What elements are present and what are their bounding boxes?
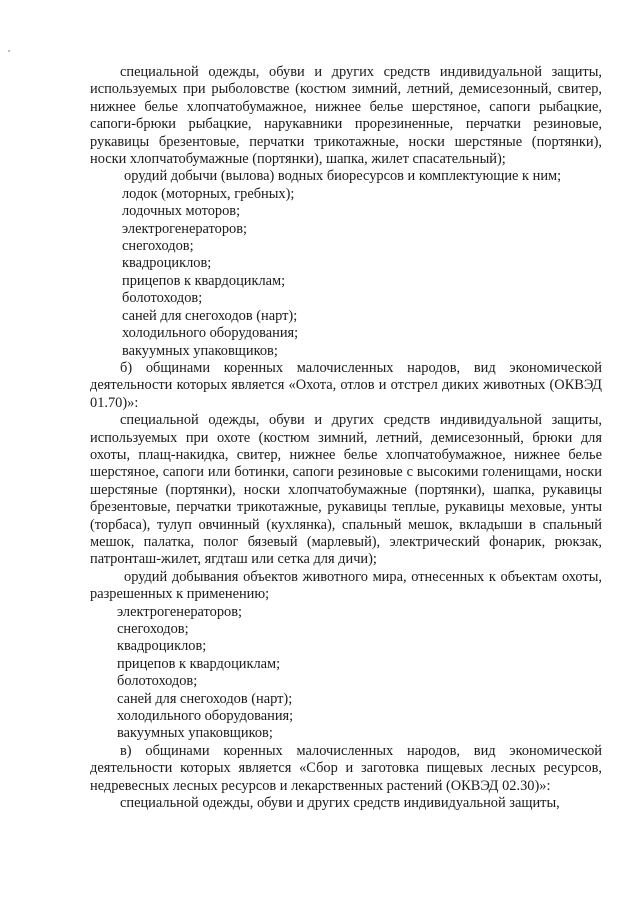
list-item: электрогенераторов; bbox=[117, 603, 243, 620]
list-item: квадроциклов; bbox=[117, 638, 207, 655]
paragraph-fishing-clothing: специальной одежды, обуви и других средств индивидуальной защиты, используемых при рыболовстве (костюм зимний, летний, демисезонный, свитер, нижнее белье хлопчатобумажное, нижнее белье шерстяное, сапоги рыбацкие, сапоги-брюки рыбацкие, нарукавники прорезиненные, перчатки резиновые, рукавицы брезентовые, перчатки трикотажные, носки шерстяные (портянки), носки хлопчатобумажные (портянки), шапка, жилет спасательный); bbox=[90, 64, 602, 168]
list-item: вакуумных упаковщиков; bbox=[117, 725, 273, 742]
paragraph-hunting-clothing: специальной одежды, обуви и других средств индивидуальной защиты, используемых при охоте (костюм зимний, летний, демисезонный, брюки для охоты, плащ-накидка, свитер, нижнее белье хлопчатобумажное, нижнее белье шерстяное, сапоги или ботинки, сапоги резиновые с высокими голенищами, носки шерстяные (портянки), носки хлопчатобумажные (портянки), шапка, рукавицы брезентовые, перчатки трикотажные, рукавицы теплые, рукавицы меховые, унты (торбаса), тулуп овчинный (кухлянка), спальный мешок, вкладыши в спальный мешок, палатка, полог бязевый (марлевый), электрический фонарик, рюкзак, патронташ-жилет, ягдташ или сетка для дичи); bbox=[90, 412, 602, 568]
paragraph-hunting-section: б) общинами коренных малочисленных народов, вид экономической деятельности которых является «Охота, отлов и отстрел диких животных (ОКВЭД 01.70)»: bbox=[90, 359, 602, 411]
list-item: болотоходов; bbox=[117, 673, 198, 690]
list-item: саней для снегоходов (нарт); bbox=[122, 307, 298, 324]
list-item: снегоходов; bbox=[122, 238, 194, 255]
list-item: холодильного оборудования; bbox=[122, 325, 299, 342]
list-item: квадроциклов; bbox=[122, 255, 212, 272]
list-item: лодочных моторов; bbox=[122, 203, 241, 220]
scan-speck bbox=[8, 50, 10, 52]
paragraph-hunting-gear: орудий добывания объектов животного мира, отнесенных к объектам охоты, разрешенных к применению; bbox=[90, 568, 602, 603]
paragraph-fishing-gear: орудий добычи (вылова) водных биоресурсов и комплектующие к ним; bbox=[124, 168, 562, 185]
list-item: вакуумных упаковщиков; bbox=[122, 342, 278, 359]
list-item: болотоходов; bbox=[122, 290, 203, 307]
paragraph-gathering-clothing: специальной одежды, обуви и других средств индивидуальной защиты, bbox=[120, 795, 560, 812]
document-body bbox=[90, 64, 602, 812]
list-item: саней для снегоходов (нарт); bbox=[117, 690, 293, 707]
list-item: снегоходов; bbox=[117, 621, 189, 637]
list-item: прицепов к квардоциклам; bbox=[117, 655, 281, 672]
list-item: холодильного оборудования; bbox=[117, 708, 294, 725]
paragraph-gathering-section: в) общинами коренных малочисленных народов, вид экономической деятельности которых является «Сбор и заготовка пищевых лесных ресурсов, недревесных лесных ресурсов и лекарственных растений (ОКВЭД 02.30)»: bbox=[90, 742, 602, 794]
list-item: лодок (моторных, гребных); bbox=[122, 185, 295, 202]
list-item: электрогенераторов; bbox=[122, 220, 248, 237]
list-item: прицепов к квардоциклам; bbox=[122, 272, 286, 289]
